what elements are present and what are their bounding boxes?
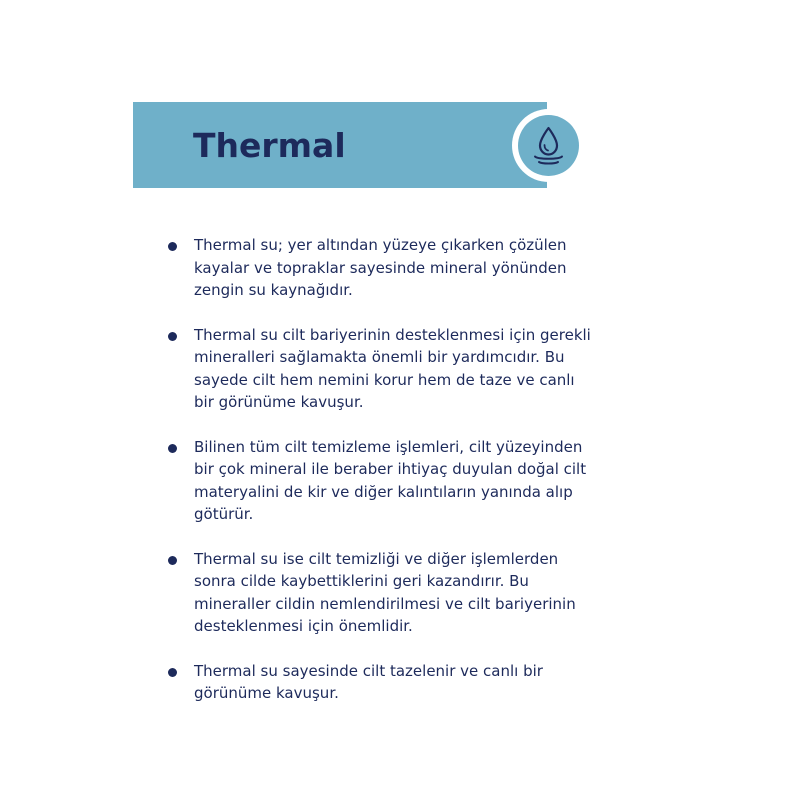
bullet-text-line: kayalar ve topraklar sayesinde mineral yönünden xyxy=(194,258,567,277)
list-item xyxy=(166,436,606,526)
list-item xyxy=(166,234,606,302)
page-title: Thermal xyxy=(193,126,346,165)
bullet-dot-icon xyxy=(168,332,177,341)
bullet-text-line: materyalini de kir ve diğer kalıntıların yanında alıp xyxy=(194,482,573,501)
bullet-text-line: bir çok mineral ile beraber ihtiyaç duyulan doğal cilt xyxy=(194,460,587,478)
bullet-text-line: mineraller cildin nemlendirilmesi ve cilt bariyerinin xyxy=(194,594,576,613)
bullet-text-line: götürür. xyxy=(194,505,254,523)
icon-badge xyxy=(512,109,585,182)
list-item xyxy=(166,660,606,705)
bullet-text-line: Thermal su ise cilt temizliği ve diğer işlemlerden xyxy=(194,549,559,568)
bullet-text-line: Thermal su; yer altından yüzeye çıkarken çözülen xyxy=(194,236,567,254)
bullet-text-line: sayede cilt hem nemini korur hem de taze ve canlı xyxy=(194,370,575,389)
bullet-dot-icon xyxy=(168,242,177,251)
list-item xyxy=(166,548,606,638)
bullet-dot-icon xyxy=(168,444,177,453)
bullet-text-line: zengin su kaynağıdır. xyxy=(194,281,353,299)
water-drop-icon xyxy=(518,115,579,176)
bullet-dot-icon xyxy=(168,556,177,565)
bullet-dot-icon xyxy=(168,668,177,677)
list-item xyxy=(166,324,606,414)
bullet-text-line: Bilinen tüm cilt temizleme işlemleri, cilt yüzeyinden xyxy=(194,437,583,456)
bullet-text-line: mineralleri sağlamakta önemli bir yardımcıdır. Bu xyxy=(194,348,565,366)
bullet-text-line: desteklenmesi için önemlidir. xyxy=(194,617,413,635)
bullet-text-line: görünüme kavuşur. xyxy=(194,684,339,702)
bullet-text-line: bir görünüme kavuşur. xyxy=(194,393,364,411)
bullet-text-line: Thermal su sayesinde cilt tazelenir ve canlı bir xyxy=(194,661,543,680)
bullet-text-line: sonra cilde kaybettiklerini geri kazandırır. Bu xyxy=(194,572,529,590)
bullet-text-line: Thermal su cilt bariyerinin desteklenmesi için gerekli xyxy=(194,325,591,344)
bullet-list xyxy=(166,234,606,727)
